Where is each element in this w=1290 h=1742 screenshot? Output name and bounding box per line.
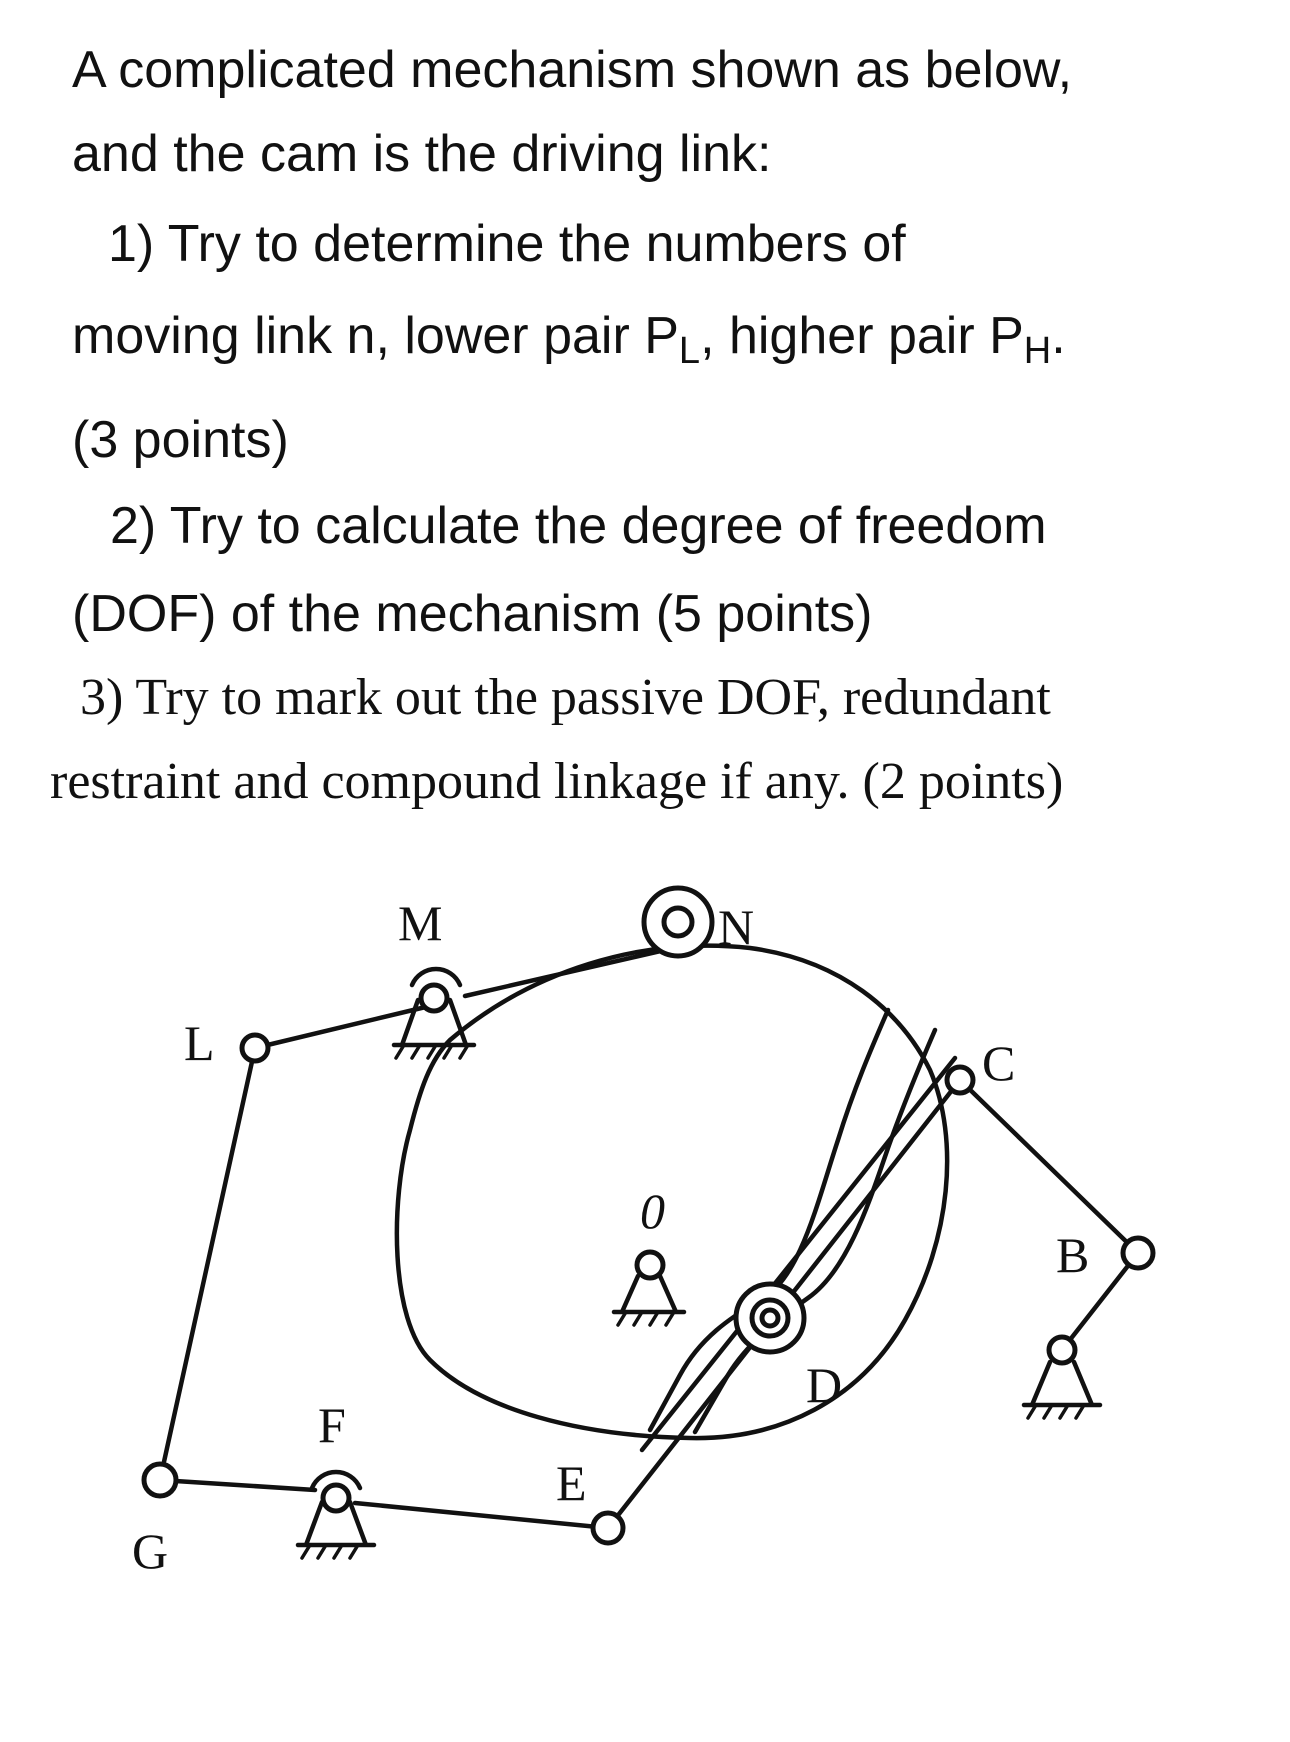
link-c-to-b [960, 1080, 1138, 1253]
label-o: 0 [640, 1183, 665, 1239]
label-n: N [718, 899, 755, 955]
intro-line-2: and the cam is the driving link: [72, 125, 772, 183]
label-l: L [184, 1015, 215, 1071]
question-1-line-1: 1) Try to determine the numbers of [108, 215, 906, 273]
ground-support-f [298, 1472, 374, 1558]
question-1-points: (3 points) [72, 411, 289, 469]
joint-b [1123, 1238, 1153, 1268]
question-2-line-1: 2) Try to calculate the degree of freedom [110, 497, 1047, 555]
label-b: B [1056, 1227, 1090, 1283]
question-1-text-b: , higher pair P [700, 307, 1024, 365]
label-c: C [982, 1035, 1016, 1091]
joint-l [242, 1035, 268, 1061]
question-1-text-a: moving link n, lower pair P [72, 307, 679, 365]
label-f: F [318, 1397, 346, 1453]
roller-n [644, 888, 712, 956]
higher-pair-subscript: H [1023, 330, 1052, 372]
question-3-line-2: restraint and compound linkage if any. (2 points) [50, 753, 1064, 810]
question-1-text-c: . [1051, 307, 1066, 365]
ground-support-b [1024, 1337, 1100, 1418]
link-g-to-f [160, 1480, 315, 1490]
roller-d [736, 1284, 804, 1352]
question-2-line-2: (DOF) of the mechanism (5 points) [72, 585, 873, 643]
label-m: M [398, 895, 443, 951]
joint-g [144, 1464, 176, 1496]
joint-c [947, 1067, 973, 1093]
question-3-line-1: 3) Try to mark out the passive DOF, redundant [80, 669, 1051, 726]
link-n-to-m [465, 947, 678, 996]
cam-outline [397, 946, 947, 1438]
intro-line-1: A complicated mechanism shown as below, [72, 41, 1073, 99]
joint-e [593, 1513, 623, 1543]
link-l-to-g [160, 1048, 255, 1480]
label-d: D [806, 1357, 843, 1413]
ground-support-o [614, 1252, 684, 1325]
link-rod-2 [642, 1058, 955, 1450]
label-g: G [132, 1523, 169, 1579]
label-e: E [556, 1455, 587, 1511]
lower-pair-subscript: L [678, 330, 701, 372]
